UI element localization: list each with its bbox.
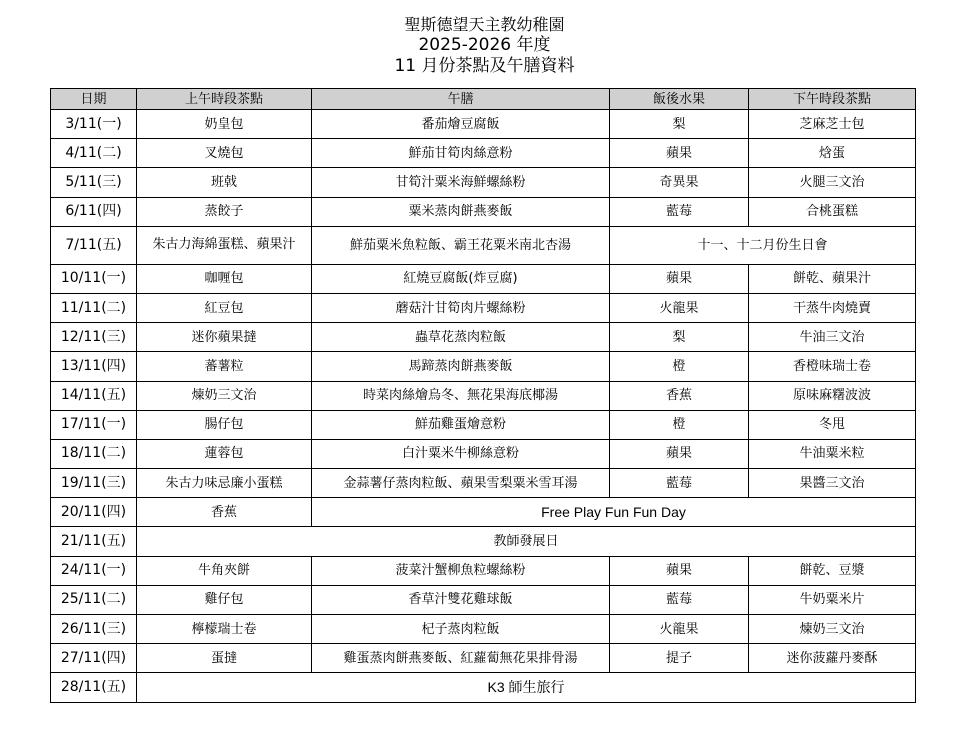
- pm-snack-cell: 芝麻芝士包: [749, 110, 916, 139]
- fruit-cell: 蘋果: [610, 556, 749, 585]
- pm-snack-cell: 香橙味瑞士卷: [749, 352, 916, 381]
- fruit-cell: 蘋果: [610, 439, 749, 468]
- table-row: [51, 264, 916, 293]
- menu-table: [50, 88, 916, 703]
- table-row: [51, 139, 916, 168]
- pm-snack-cell: 牛油三文治: [749, 323, 916, 352]
- header-date: 日期: [51, 89, 137, 110]
- am-snack-cell: 檸檬瑞士卷: [137, 615, 312, 644]
- header-pm-snack: 下午時段茶點: [749, 89, 916, 110]
- lunch-cell: 鮮茄雞蛋燴意粉: [312, 410, 610, 439]
- lunch-cell: 鮮茄甘筍肉絲意粉: [312, 139, 610, 168]
- table-row: [51, 168, 916, 197]
- date-cell: 7/11(五): [51, 226, 137, 264]
- fruit-cell: 提子: [610, 644, 749, 673]
- date-cell: 17/11(一): [51, 410, 137, 439]
- pm-snack-cell: 牛奶粟米片: [749, 585, 916, 614]
- pm-snack-cell: 餅乾、蘋果汁: [749, 264, 916, 293]
- fruit-cell: 藍莓: [610, 585, 749, 614]
- date-cell: 19/11(三): [51, 469, 137, 498]
- pm-snack-cell: 冬甩: [749, 410, 916, 439]
- lunch-cell: 紅燒豆腐飯(炸豆腐): [312, 264, 610, 293]
- pm-snack-cell: 干蒸牛肉燒賣: [749, 293, 916, 322]
- event-cell: 教師發展日: [137, 527, 916, 556]
- event-cell: 十一、十二月份生日會: [610, 226, 916, 264]
- fruit-cell: 橙: [610, 352, 749, 381]
- pm-snack-cell: 焓蛋: [749, 139, 916, 168]
- table-row: [51, 673, 916, 702]
- event-cell: K3 師生旅行: [137, 673, 916, 702]
- am-snack-cell: 蛋撻: [137, 644, 312, 673]
- fruit-cell: 藍莓: [610, 469, 749, 498]
- lunch-cell: 番茄燴豆腐飯: [312, 110, 610, 139]
- header-fruit: 飯後水果: [610, 89, 749, 110]
- date-cell: 14/11(五): [51, 381, 137, 410]
- lunch-cell: 時菜肉絲燴烏冬、無花果海底椰湯: [312, 381, 610, 410]
- table-row: [51, 585, 916, 614]
- date-cell: 28/11(五): [51, 673, 137, 702]
- date-cell: 12/11(三): [51, 323, 137, 352]
- pm-snack-cell: 牛油粟米粒: [749, 439, 916, 468]
- am-snack-cell: 蕃薯粒: [137, 352, 312, 381]
- am-snack-cell: 叉燒包: [137, 139, 312, 168]
- table-row: [51, 556, 916, 585]
- am-snack-cell: 牛角夾餅: [137, 556, 312, 585]
- date-cell: 4/11(二): [51, 139, 137, 168]
- fruit-cell: 蘋果: [610, 139, 749, 168]
- lunch-cell: 香草汁雙花雞球飯: [312, 585, 610, 614]
- pm-snack-cell: 迷你菠蘿丹麥酥: [749, 644, 916, 673]
- date-cell: 6/11(四): [51, 197, 137, 226]
- table-row: [51, 110, 916, 139]
- school-year: 2025-2026 年度: [418, 35, 551, 55]
- lunch-cell: 鮮茄粟米魚粒飯、霸王花粟米南北杏湯: [312, 226, 610, 264]
- am-snack-cell: 紅豆包: [137, 293, 312, 322]
- fruit-cell: 火龍果: [610, 293, 749, 322]
- school-name: 聖斯德望天主教幼稚園: [404, 15, 565, 34]
- table-row: [51, 410, 916, 439]
- fruit-cell: 梨: [610, 110, 749, 139]
- lunch-cell: 白汁粟米牛柳絲意粉: [312, 439, 610, 468]
- header-am-snack: 上午時段茶點: [137, 89, 312, 110]
- lunch-cell: 馬蹄蒸肉餅燕麥飯: [312, 352, 610, 381]
- date-cell: 24/11(一): [51, 556, 137, 585]
- lunch-cell: 蟲草花蒸肉粒飯: [312, 323, 610, 352]
- pm-snack-cell: 合桃蛋糕: [749, 197, 916, 226]
- am-snack-cell: 腸仔包: [137, 410, 312, 439]
- pm-snack-cell: 果醬三文治: [749, 469, 916, 498]
- pm-snack-cell: 火腿三文治: [749, 168, 916, 197]
- fruit-cell: 藍莓: [610, 197, 749, 226]
- am-snack-cell: 班戟: [137, 168, 312, 197]
- lunch-cell: 粟米蒸肉餅燕麥飯: [312, 197, 610, 226]
- pm-snack-cell: 原味麻糬波波: [749, 381, 916, 410]
- fruit-cell: 橙: [610, 410, 749, 439]
- am-snack-cell: 咖喱包: [137, 264, 312, 293]
- fruit-cell: 香蕉: [610, 381, 749, 410]
- lunch-cell: 雞蛋蒸肉餅燕麥飯、紅蘿蔔無花果排骨湯: [312, 644, 610, 673]
- header-row: [51, 89, 916, 110]
- date-cell: 20/11(四): [51, 498, 137, 527]
- menu-table-body: [51, 110, 916, 703]
- am-snack-cell: 煉奶三文治: [137, 381, 312, 410]
- table-row: [51, 615, 916, 644]
- table-row: [51, 197, 916, 226]
- document-header: [0, 14, 969, 77]
- date-cell: 18/11(二): [51, 439, 137, 468]
- am-snack-cell: 迷你蘋果撻: [137, 323, 312, 352]
- date-cell: 25/11(二): [51, 585, 137, 614]
- am-snack-cell: 蓮蓉包: [137, 439, 312, 468]
- table-row: [51, 293, 916, 322]
- table-row: [51, 439, 916, 468]
- table-row: [51, 352, 916, 381]
- table-row: [51, 381, 916, 410]
- fruit-cell: 奇異果: [610, 168, 749, 197]
- table-row: [51, 323, 916, 352]
- lunch-cell: 菠菜汁蟹柳魚粒螺絲粉: [312, 556, 610, 585]
- table-row: [51, 226, 916, 264]
- date-cell: 3/11(一): [51, 110, 137, 139]
- pm-snack-cell: 餅乾、豆漿: [749, 556, 916, 585]
- event-cell: Free Play Fun Fun Day: [312, 498, 916, 527]
- table-row: [51, 527, 916, 556]
- fruit-cell: 梨: [610, 323, 749, 352]
- table-row: [51, 498, 916, 527]
- table-row: [51, 469, 916, 498]
- date-cell: 10/11(一): [51, 264, 137, 293]
- header-lunch: 午膳: [312, 89, 610, 110]
- document-title: 11 月份茶點及午膳資料: [394, 56, 575, 76]
- lunch-cell: 蘑菇汁甘筍肉片螺絲粉: [312, 293, 610, 322]
- date-cell: 13/11(四): [51, 352, 137, 381]
- am-snack-cell: 雞仔包: [137, 585, 312, 614]
- date-cell: 5/11(三): [51, 168, 137, 197]
- date-cell: 11/11(二): [51, 293, 137, 322]
- pm-snack-cell: 煉奶三文治: [749, 615, 916, 644]
- am-snack-cell: 奶皇包: [137, 110, 312, 139]
- lunch-cell: 甘筍汁粟米海鮮螺絲粉: [312, 168, 610, 197]
- am-snack-cell: 香蕉: [137, 498, 312, 527]
- date-cell: 27/11(四): [51, 644, 137, 673]
- lunch-cell: 杞子蒸肉粒飯: [312, 615, 610, 644]
- table-row: [51, 644, 916, 673]
- am-snack-cell: 朱古力味忌廉小蛋糕: [137, 469, 312, 498]
- fruit-cell: 火龍果: [610, 615, 749, 644]
- am-snack-cell: 蒸餃子: [137, 197, 312, 226]
- date-cell: 21/11(五): [51, 527, 137, 556]
- am-snack-cell: 朱古力海綿蛋糕、蘋果汁: [137, 226, 312, 264]
- date-cell: 26/11(三): [51, 615, 137, 644]
- lunch-cell: 金蒜薯仔蒸肉粒飯、蘋果雪梨粟米雪耳湯: [312, 469, 610, 498]
- fruit-cell: 蘋果: [610, 264, 749, 293]
